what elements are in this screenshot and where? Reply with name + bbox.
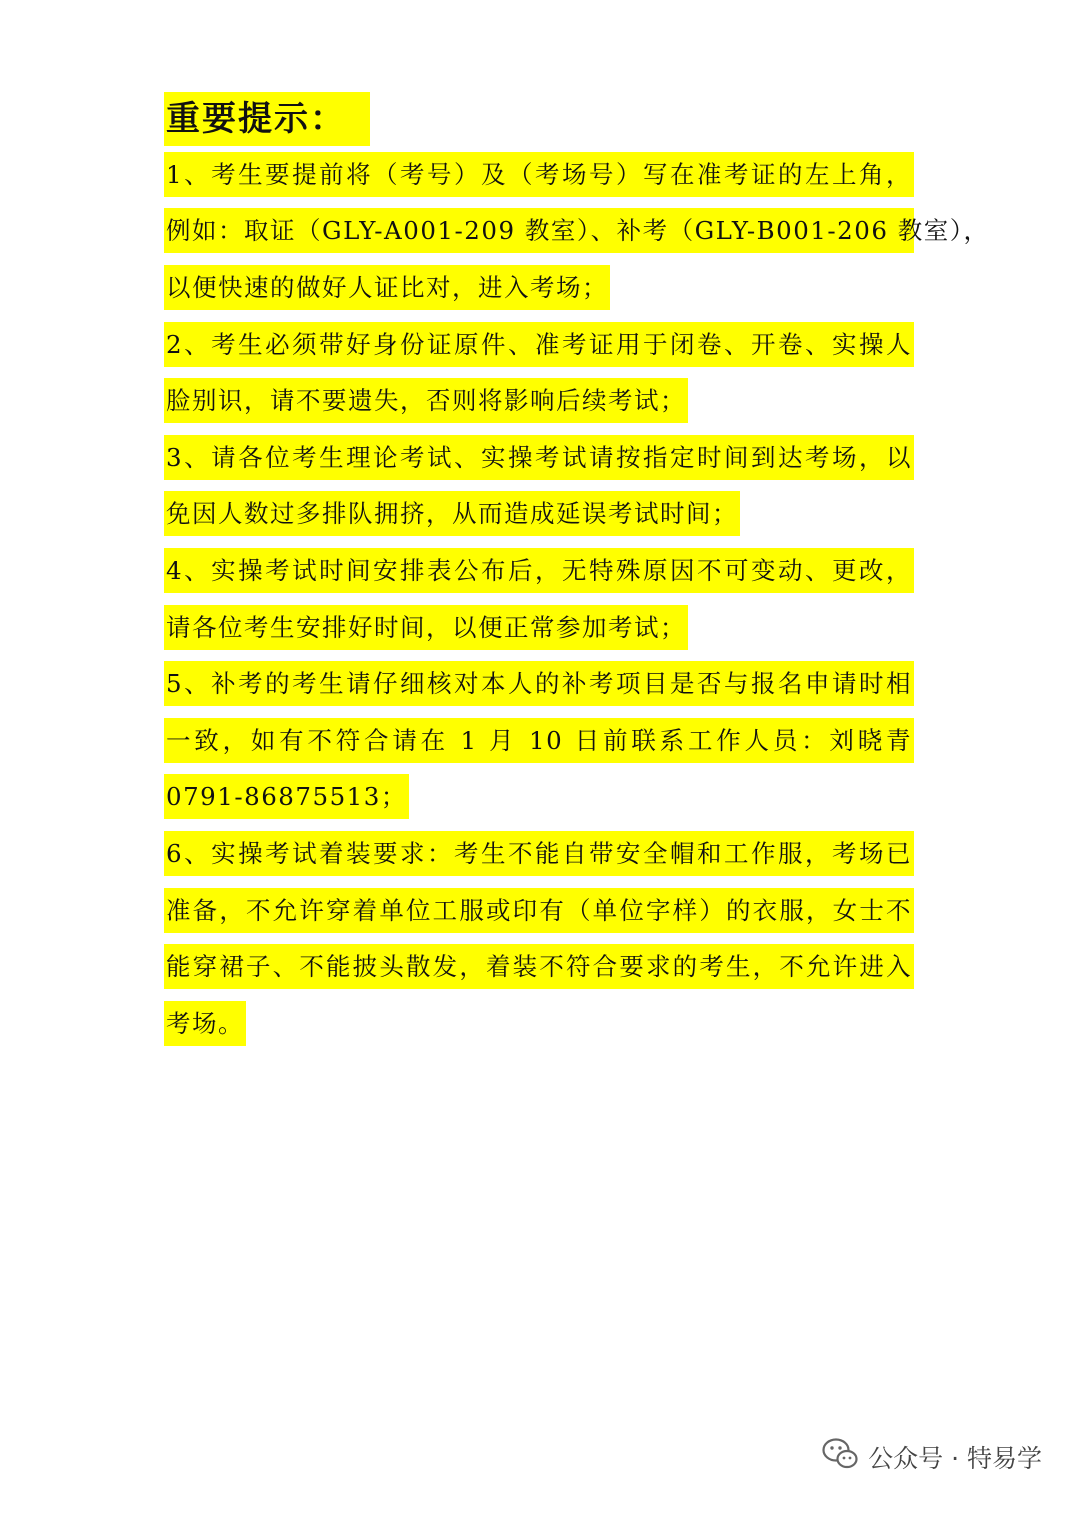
notice-line: 0791-86875513； (164, 774, 409, 819)
notice-line: 1、考生要提前将（考号）及（考场号）写在准考证的左上角， (164, 152, 914, 197)
notice-line: 3、请各位考生理论考试、实操考试请按指定时间到达考场，以 (164, 435, 914, 480)
notice-heading: 重要提示： (164, 92, 370, 146)
watermark-text: 公众号 · 特易学 (868, 1444, 1042, 1473)
notice-line: 6、实操考试着装要求：考生不能自带安全帽和工作服，考场已 (164, 831, 914, 876)
notice-line: 4、实操考试时间安排表公布后，无特殊原因不可变动、更改， (164, 548, 914, 593)
notice-line: 2、考生必须带好身份证原件、准考证用于闭卷、开卷、实操人 (164, 322, 914, 367)
notice-line: 脸别识，请不要遗失，否则将影响后续考试； (164, 378, 688, 423)
notice-line: 一致，如有不符合请在 1 月 10 日前联系工作人员：刘晓青 (164, 718, 914, 763)
notice-document (164, 90, 990, 1052)
notice-line: 能穿裙子、不能披头散发，着装不符合要求的考生，不允许进入 (164, 944, 914, 989)
notice-line: 考场。 (164, 1001, 246, 1046)
wechat-watermark (822, 1438, 1042, 1476)
notice-line: 5、补考的考生请仔细核对本人的补考项目是否与报名申请时相 (164, 661, 914, 706)
notice-line: 例如：取证（GLY-A001-209 教室）、补考（GLY-B001-206 教室）， (164, 208, 914, 253)
notice-line: 以便快速的做好人证比对，进入考场； (164, 265, 610, 310)
wechat-icon (822, 1438, 868, 1476)
notice-line: 请各位考生安排好时间，以便正常参加考试； (164, 605, 688, 650)
notice-line: 准备，不允许穿着单位工服或印有（单位字样）的衣服，女士不 (164, 888, 914, 933)
notice-line: 免因人数过多排队拥挤，从而造成延误考试时间； (164, 491, 740, 536)
